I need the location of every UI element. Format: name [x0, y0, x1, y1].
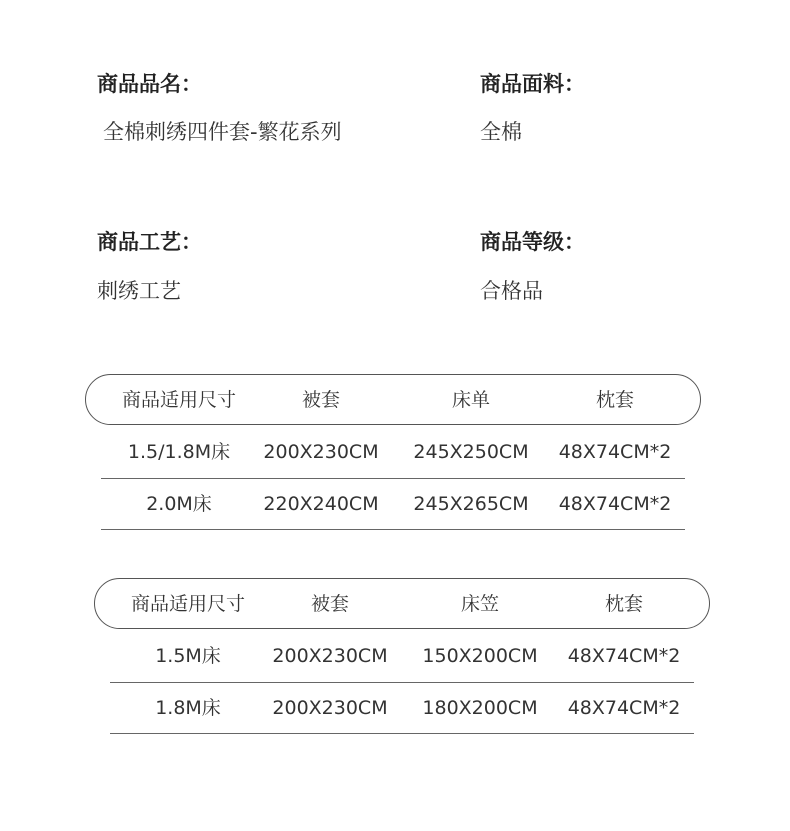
grade-label: 商品等级： [480, 230, 585, 254]
fabric-label: 商品面料： [480, 72, 585, 96]
fabric-value: 全棉 [480, 120, 522, 144]
table-cell: 2.0M床 [146, 493, 212, 515]
table-cell: 200X230CM [272, 697, 388, 719]
grade-value: 合格品 [480, 279, 543, 303]
header-cell: 被套 [301, 389, 341, 411]
row-divider [101, 529, 685, 530]
table-cell: 150X200CM [422, 645, 538, 667]
header-cell: 商品适用尺寸 [130, 593, 246, 615]
row-divider [110, 733, 694, 734]
craft-label: 商品工艺： [97, 230, 202, 254]
row-divider [101, 478, 685, 479]
table-cell: 245X250CM [413, 441, 529, 463]
product-name-value: 全棉刺绣四件套-繁花系列 [103, 120, 342, 144]
table-cell: 220X240CM [263, 493, 379, 515]
header-cell: 床单 [451, 389, 491, 411]
table-cell: 48X74CM*2 [567, 697, 681, 719]
table-cell: 48X74CM*2 [567, 645, 681, 667]
table-cell: 48X74CM*2 [558, 493, 672, 515]
row-divider [110, 682, 694, 683]
header-cell: 枕套 [595, 389, 635, 411]
table-cell: 245X265CM [413, 493, 529, 515]
header-cell: 被套 [310, 593, 350, 615]
header-cell: 商品适用尺寸 [121, 389, 237, 411]
table-cell: 1.8M床 [155, 697, 221, 719]
table-cell: 1.5/1.8M床 [127, 441, 231, 463]
table-cell: 200X230CM [263, 441, 379, 463]
header-cell: 枕套 [604, 593, 644, 615]
craft-value: 刺绣工艺 [97, 279, 181, 303]
table-cell: 180X200CM [422, 697, 538, 719]
header-cell: 床笠 [460, 593, 500, 615]
table-cell: 1.5M床 [155, 645, 221, 667]
table-cell: 200X230CM [272, 645, 388, 667]
product-name-label: 商品品名： [97, 72, 202, 96]
table-cell: 48X74CM*2 [558, 441, 672, 463]
